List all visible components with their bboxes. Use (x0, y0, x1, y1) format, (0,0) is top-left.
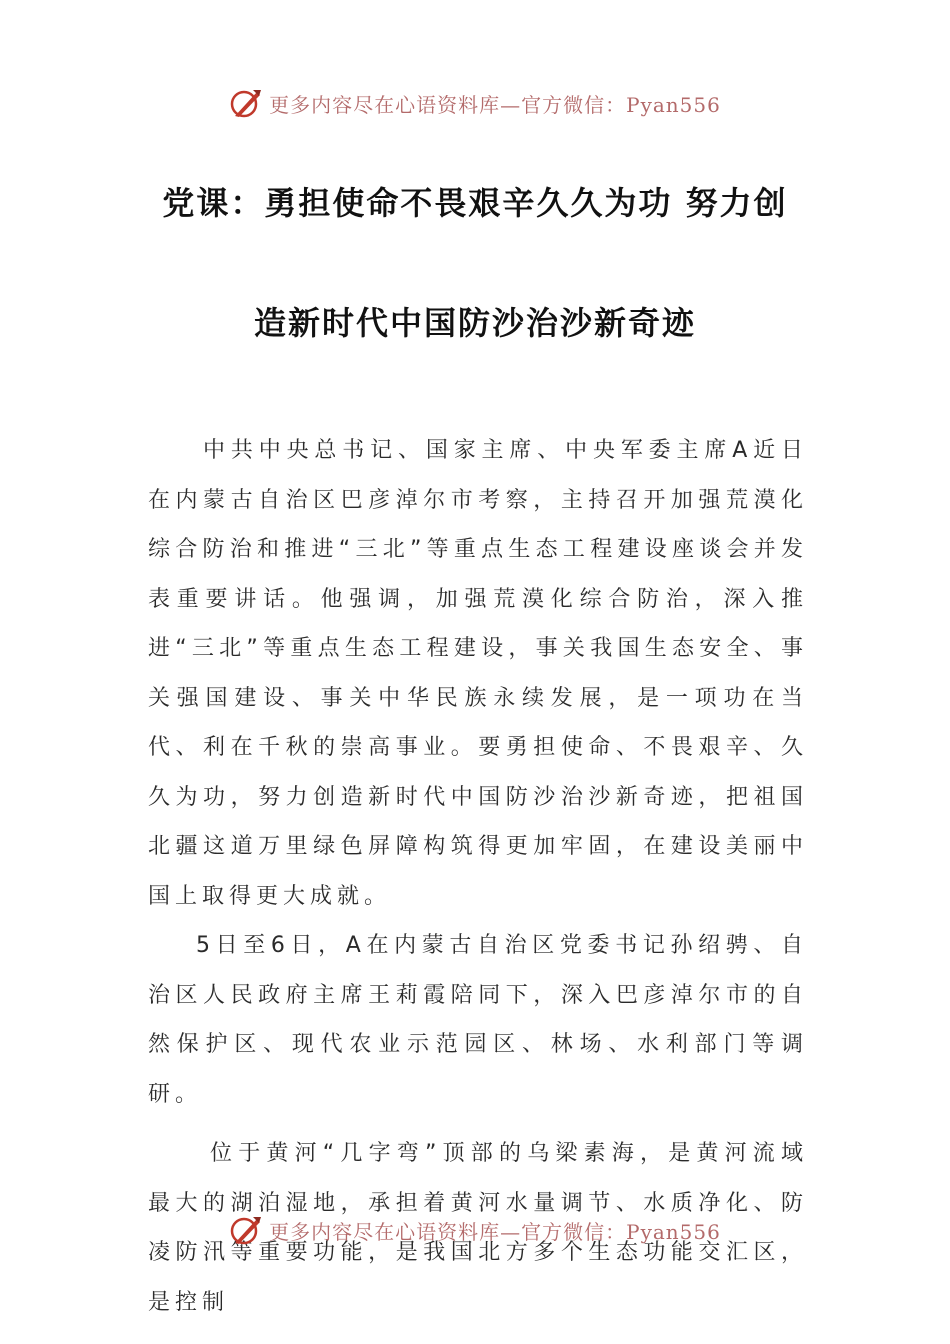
watermark-text: 更多内容尽在心语资料库—官方微信：Pyan556 (269, 92, 721, 117)
watermark-text: 更多内容尽在心语资料库—官方微信：Pyan556 (269, 1219, 721, 1244)
document-title-line-1: 党课：勇担使命不畏艰辛久久为功 努力创 (162, 184, 788, 222)
pen-logo-icon (229, 1213, 263, 1247)
document-title-line-2: 造新时代中国防沙治沙新奇迹 (253, 304, 696, 342)
document-body (148, 426, 808, 1327)
pen-logo-icon (229, 86, 263, 120)
footer-watermark (0, 1210, 950, 1250)
paragraph: 位于黄河“几字弯”顶部的乌梁素海，是黄河流域最大的湖泊湿地，承担着黄河水量调节、水质净化、防凌防汛等重要功能，是我国北方多个生态功能交汇区，是控制 (148, 1141, 808, 1315)
paragraph: 中共中央总书记、国家主席、中央军委主席A近日在内蒙古自治区巴彦淖尔市考察，主持召开加强荒漠化综合防治和推进“三北”等重点生态工程建设座谈会并发表重要讲话。他强调，加强荒漠化综合防治，深入推进“三北”等重点生态工程建设，事关我国生态安全、事关强国建设、事关中华民族永续发展，是一项功在当代、利在千秋的崇高事业。要勇担使命、不畏艰辛、久久为功，努力创造新时代中国防沙治沙新奇迹，把祖国北疆这道万里绿色屏障构筑得更加牢固，在建设美丽中国上取得更大成就。 (148, 438, 808, 909)
header-watermark (0, 83, 950, 123)
paragraph: 5日至6日，A在内蒙古自治区党委书记孙绍骋、自治区人民政府主席王莉霞陪同下，深入巴彦淖尔市的自然保护区、现代农业示范园区、林场、水利部门等调研。 (148, 933, 808, 1107)
